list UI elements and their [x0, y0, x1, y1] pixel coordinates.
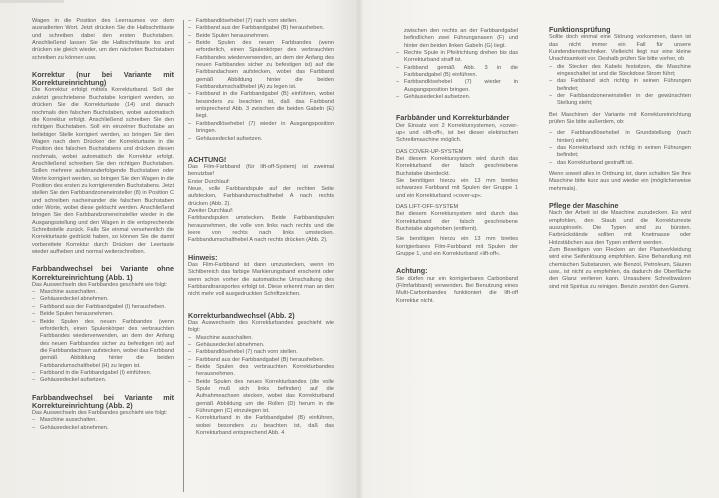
achtung-carbon-heading: Achtung:: [396, 266, 428, 276]
column-3: [396, 28, 518, 314]
list-item: – Beide Spulen herausnehmen.: [188, 33, 334, 40]
list-item: – Gehäusedeckel abnehmen.: [188, 342, 334, 349]
intro-text: Wagen in die Position des Leerraumes vor dem ausradierten Wort. Jetzt drücken Sie die Halbschrittaste und schreiben dabei den ersten Buchstaben. Anschließend lassen Sie die Halbschrittaste los und drücken sie gleich wieder, um den nächsten Buchstaben schreiben zu können usw.: [32, 18, 174, 61]
cover-up-section: [396, 149, 518, 200]
list-item: – Gehäusedeckel aufsetzen.: [32, 377, 174, 384]
variant-lead: Bei Maschinen der Variante mit Korrektureinrichtung prüfen Sie bitte außerdem, ob:: [549, 111, 691, 125]
list-item: – das Farbband sich richtig in seinen Führungen befindet;: [549, 78, 691, 93]
funktion-closing: Wenn soweit alles in Ordnung ist, dann schalten Sie Ihre Maschine bitte kurz aus und wieder ein (möglicherweise mehrmals).: [549, 171, 691, 192]
funktion-heading: Funktionsprüfung: [549, 25, 611, 34]
lift-off-heading: DAS LIFT-OFF-SYSTEM: [396, 204, 459, 211]
achtung-section: [188, 156, 334, 245]
farbband-mit-section: [32, 394, 174, 432]
funktion-body: Sollte doch einmal eine Störung vorkommen, dann ist das nicht immer ein Fall für unsere Kundendiensttechniker. Vielleicht liegt nur eine kleine Unachtsamkeit vor. Deshalb prüfen Sie bitte vorher, ob: [549, 34, 691, 63]
list-item: – Farbbandlösehebel (7) wieder in Ausgangsposition bringen.: [188, 121, 334, 136]
list-item: – Beide Spulen des verbrauchten Korrekturbandes herausnehmen.: [188, 364, 334, 379]
continued-text: zwischen den rechts an der Farbbandgabel befindlichen zwei Führungsnasen (F) und hinter den beiden linken Gabeln (G) liegt.: [404, 28, 518, 49]
list-item: – Gehäusedeckel abnehmen.: [32, 425, 174, 432]
pflege-heading: Pflege der Maschine: [549, 201, 619, 211]
farbband-ohne-heading: Farbbandwechsel bei Variante ohne Korrektureinrichtung (Abb. 1): [32, 264, 174, 282]
list-item: – Beide Spulen des neuen Farbbandes (wenn erforderlich, einen Spulenkörper des verbrauchten Farbbandes wiederverwenden, an dem der Anfang des neuen Farbbandes sicher zu befestigen ist) auf die Farbbandachsen aufstecken, wobei das Farbband gemäß Abbildung hinter die beiden Farbbandumschalthebel (H) zu legen ist.: [32, 319, 174, 370]
list-item: – Maschine ausschalten.: [32, 417, 174, 424]
cover-up-p2: Sie benötigen hierzu ein 13 mm breites schwarzes Farbband mit Spulen der Gruppe 1 und ein Korrekturband »cover-up«.: [396, 178, 518, 199]
list-item: – Farbband gemäß Abb. 3 in die Farbbandgabel (B) einführen.: [396, 65, 518, 80]
column-4: [549, 26, 691, 300]
list-item: – Farbband in die Farbbandgabel (B) einführen, wobei besonders zu beachten ist, daß das Farbband entsprechend Abb. 3 zwischen die beiden Gabeln (E) liegt.: [188, 91, 334, 120]
erster-label: Erster Durchlauf:: [188, 178, 230, 185]
column-divider: [183, 20, 184, 492]
erster-text: Neue, volle Farbbandspule auf der rechten Seite aufstecken, Farbbandumschalthebel A nach rechts drücken (Abb. 2).: [188, 186, 334, 207]
list-item: – Gehäusedeckel aufsetzen.: [188, 136, 334, 143]
variant-checks: [549, 130, 691, 167]
korrekturband-section: [188, 312, 334, 438]
pflege-section: [549, 202, 691, 291]
farbband-mit-heading: Farbbandwechsel bei Variante mit Korrektureinrichtung (Abb. 2): [32, 392, 174, 410]
farbbaender-body: Der Einsatz von 2 Korrektursystemen, »cover-up« und »lift-off«, ist bei dieser elektrischen Schreibmaschine möglich.: [396, 122, 518, 144]
achtung-carbon-section: [396, 267, 518, 305]
list-item: – der Farbbandzoneneinsteller in der gewünschten Stellung steht;: [549, 93, 691, 108]
achtung-line1: Das Film-Farbband (für lift-off-System) ist zweimal benutzbar!: [188, 164, 334, 178]
farbband-mit-lead: Das Auswechseln des Farbbandes geschieht wie folgt:: [32, 410, 168, 416]
list-item: – Maschine ausschalten.: [188, 335, 334, 342]
zweiter-text: Farbbandspulen umstecken. Beide Farbbandspulen herausnehmen, die volle von links nach rechts und die leere von rechts nach links umstecken. Farbbandumschalthebel A nach rechts drücken (Abb. 2).: [188, 215, 334, 244]
list-item: – Beide Spulen herausnehmen.: [32, 311, 174, 318]
korrekturband-cont-steps: [396, 50, 518, 101]
list-item: – Farbbandlösehebel (7) nach vorn stellen.: [188, 18, 334, 25]
pflege-p1: Nach der Arbeit ist die Maschine zuzudecken. Es wird empfohlen, den Staub und die Korrekturreste auszupinseln. Die Typen sind zu bürsten. Farbrückstände sollten mit Knetmasse oder Holzstäbchen aus den Typen entfernt werden.: [549, 210, 691, 246]
list-item: – Farbband aus der Farbbandgabel (I) herausheben.: [32, 304, 174, 311]
list-item: – Gehäusedeckel abnehmen.: [32, 296, 174, 303]
page-edge-strip: [0, 0, 64, 3]
farbband-ohne-lead: Das Auswechseln des Farbbandes geschieht wie folgt:: [32, 281, 168, 288]
list-item: – Gehäusedeckel aufsetzen.: [396, 94, 518, 101]
korrekturband-heading: Korrekturbandwechsel (Abb. 2): [188, 310, 295, 320]
list-item: – die Stecker des Kabels festsitzen, die Maschine eingeschaltet ist und die Steckdose Strom führt;: [549, 64, 691, 79]
lift-off-p2: Sie benötigen hierzu ein 13 mm breites korrigierbares Film-Farbband mit Spulen der Gruppe 1, und ein Korrekturband »lift-off«.: [396, 236, 518, 258]
farbband-mit-steps-cont: [188, 18, 334, 143]
list-item: – Farbband aus der Farbbandgabel (B) herausheben.: [188, 357, 334, 364]
farbband-ohne-section: [32, 265, 174, 384]
list-item: – das Korrekturband gestrafft ist.: [549, 160, 691, 167]
list-item: – Korrekturband in die Farbbandgabel (B) einführen, wobei besonders zu beachten ist, daß das Korrekturband entsprechend Abb. 4: [188, 415, 334, 437]
lift-off-p1: Bei diesem Korrektursystem wird durch das Korrekturband der falsch geschriebene Buchstabe abgehoben (entfernt).: [396, 211, 518, 233]
farbband-ohne-steps: [32, 289, 174, 384]
farbbaender-heading: Farbbänder und Korrekturbänder: [396, 113, 510, 123]
list-item: – Farbbandlösehebel (7) nach vorn stellen.: [188, 349, 334, 356]
korrekturband-cont: [396, 28, 518, 101]
achtung-heading: ACHTUNG!: [188, 154, 227, 164]
korrekturband-steps: [188, 335, 334, 438]
pflege-p2: Zum Beseitigen von Flecken an der Plastverkleidung wird eine Seifenlösung empfohlen. Eine Behandlung mit chemischen Substanzen, wie Benzol, Petroleum, Säuren usw., ist nicht zu empfehlen, da dadurch die Oberfläche den Glanz verlieren kann. Unsaubere Schreibwalzen sind mit Spiritus zu reinigen. Benzin zerstört den Gummi.: [549, 247, 691, 290]
zweiter-label: Zweiter Durchlauf:: [188, 208, 234, 215]
list-item: – Farbband aus der Farbbandgabel (B) herausheben.: [188, 25, 334, 32]
korrektur-heading: Korrektur (nur bei Variante mit Korrektureinrichtung): [32, 70, 174, 88]
list-item: – Rechte Spule in Pfeilrichtung drehen bis das Korrekturband straff ist.: [396, 50, 518, 65]
list-item: – Maschine ausschalten.: [32, 289, 174, 296]
hinweis-heading: Hinweis:: [188, 252, 218, 262]
list-item: – Farbband in die Farbbandgabel (I) einführen.: [32, 370, 174, 377]
farbband-mit-steps: [32, 417, 174, 432]
korrektur-section: [32, 71, 174, 256]
cover-up-heading: DAS COVER-UP-SYSTEM: [396, 148, 464, 155]
list-item: – Beide Spulen des neuen Farbbandes (wenn erforderlich, einen Spulenkörper des verbrauchten Farbbandes wiederverwenden, an dem der Anfang des neuen Farbbandes sicher zu befestigen ist) auf die Farbbandachsen aufstecken, wobei das Farbband gemäß Abbildung hinter die beiden Farbbandumschalthebel (A) zu legen ist.: [188, 40, 334, 91]
list-item: – der Farbbandlösehebel in Grundstellung (nach hinten) steht;: [549, 130, 691, 145]
funktion-section: [549, 26, 691, 193]
list-item: – Beide Spulen des neues Korrekturbandes (die volle Spule muß sich links befinden) auf die Aufnahmeachsen stecken, wobei das Korrekturband gemäß Abbildung um die Rollen (D) herum in die Führungen (C) einzulegen ist.: [188, 379, 334, 416]
steps-continued-list: [188, 18, 334, 143]
korrekturband-lead: Das Auswechseln des Korrekturbandes geschieht wie folgt:: [188, 319, 334, 334]
achtung-carbon-body: Sie dürfen nur ein korrigierbares Carbonband (Filmfarbband) verwenden. Bei Benutzung eines Multi-Carbonbandes funktioniert die lift-off Korrektur nicht.: [396, 275, 518, 304]
list-item: – das Korrekturband sich richtig in seinen Führungen befindet;: [549, 145, 691, 160]
hinweis-section: [188, 254, 334, 299]
column-1: [32, 18, 174, 441]
lift-off-section: [396, 204, 518, 258]
cover-up-p1: Bei diesem Korrektursystem wird durch das Korrekturband der falsch geschriebene Buchstabe überdeckt.: [396, 156, 518, 177]
list-item: – Farbbandlösehebel (7) wieder in Ausgangsposition bringen.: [396, 79, 518, 94]
korrektur-body: Die Korrektur erfolgt mittels Korrekturband. Soll der zuletzt geschriebene Buchstabe korrigiert werden, so drücken Sie die Korrekturtaste (14) und danach nochmals den falschen Buchstaben, wobei automatisch die Korrektur erfolgt. Anschließend schreiben Sie den richtigen Buchstaben. Soll ein einzelner Buchstabe an beliebiger Stelle korrigiert werden, so bringen Sie den Wagen nach dem Drücken der Korrekturtaste in die Position des falschen Buchstabens und drücken diesen nochmals, wobei automatisch die Korrektur erfolgt. Anschließend schreiben Sie den richtigen Buchstaben. Sollen mehrere aufeinanderfolgende Buchstaben oder Worte korrigiert werden, so bringen Sie den Wagen in die Position des ersten zu korrigierenden Buchstabens. Jetzt stellen Sie den Farbbandzoneneinsteller (8) in Position C und schreiben nacheinander die falschen Buchstaben oder Worte, wobei diese gelöscht werden. Anschließend bringen Sie den Farbbandzoneneinsteller wieder in die Ausgangsstellung und den Wagen in die entsprechende Schreibstelle zurück. Falls Sie einmal versehentlich die Korrekturtaste gedrückt haben, so können Sie die damit vorbereitete Korrektur durch Drücken der Leertaste wieder aufheben und normal weiterschreiben.: [32, 87, 174, 256]
intro-section: [32, 18, 174, 62]
column-2: [188, 18, 334, 446]
hinweis-body: Das Film-Farbband ist dann umzustecken, wenn im Sichtbereich das farbige Markierungsband erscheint oder wenn schon vorher die automatische Umschaltung des Farbbandtransportes erfolgt ist. Diese erkennt man an den nicht mehr voll ausgedruckten Schriftzeichen.: [188, 262, 334, 298]
farbbaender-section: [396, 114, 518, 144]
funktion-checks: [549, 64, 691, 108]
